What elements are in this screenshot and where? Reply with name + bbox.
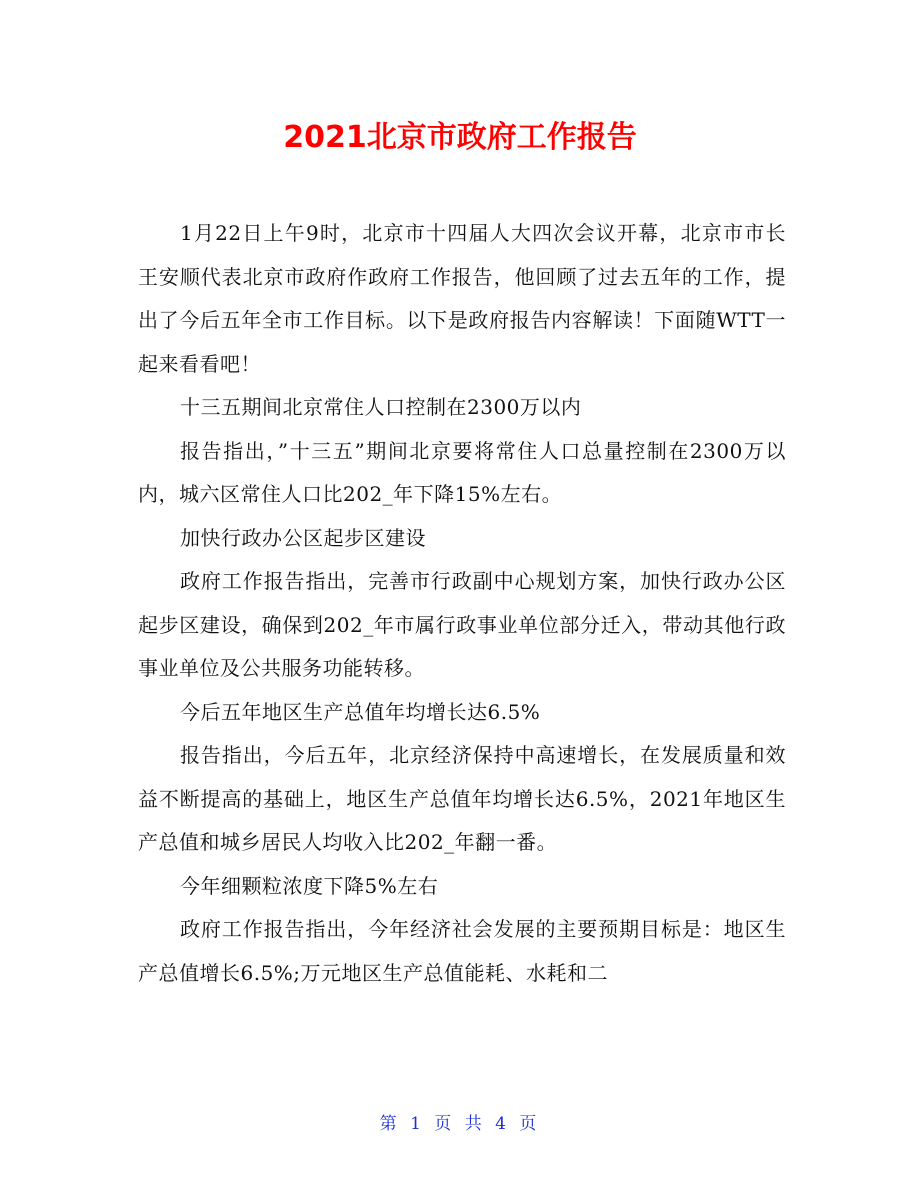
document-title: 2021北京市政府工作报告	[283, 120, 637, 155]
paragraph-gdp: 报告指出，今后五年，北京经济保持中高速增长，在发展质量和效益不断提高的基础上，地区生产总值年均增长达6.5%，2021年地区生产总值和城乡居民人均收入比202_年翻一番。	[138, 743, 786, 854]
page-number: 第 1 页 共 4 页	[379, 1114, 541, 1134]
paragraph-heading-pm25: 今年细颗粒浓度下降5%左右	[180, 873, 439, 898]
paragraph-heading-admin-zone: 加快行政办公区起步区建设	[180, 525, 426, 550]
paragraph-heading-population: 十三五期间北京常住人口控制在2300万以内	[180, 395, 582, 419]
document-body	[138, 212, 786, 995]
paragraph-heading-gdp: 今后五年地区生产总值年均增长达6.5%	[180, 699, 541, 724]
paragraph-admin-zone: 政府工作报告指出，完善市行政副中心规划方案，加快行政办公区起步区建设，确保到202_年市属行政事业单位部分迁入，带动其他行政事业单位及公共服务功能转移。	[138, 569, 786, 680]
paragraph-pm25: 政府工作报告指出，今年经济社会发展的主要预期目标是：地区生产总值增长6.5%;万元地区生产总值能耗、水耗和二	[138, 917, 786, 985]
paragraph-intro: 1月22日上午9时，北京市十四届人大四次会议开幕，北京市市长王安顺代表北京市政府作政府工作报告，他回顾了过去五年的工作，提出了今后五年全市工作目标。以下是政府报告内容解读！下面随WTT一起来看看吧！	[138, 221, 786, 376]
paragraph-population: 报告指出，”十三五”期间北京要将常住人口总量控制在2300万以内，城六区常住人口比202_年下降15%左右。	[138, 438, 786, 506]
